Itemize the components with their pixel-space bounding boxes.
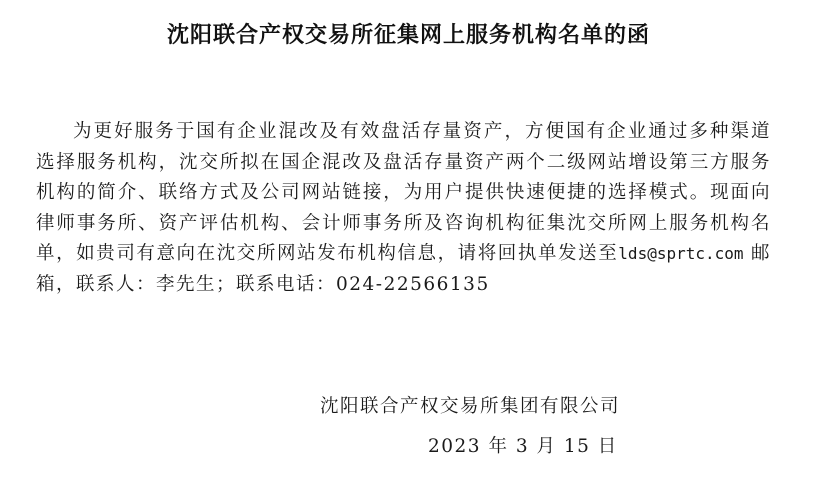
- paragraph-main-text: 为更好服务于国有企业混改及有效盘活存量资产，方便国有企业通过多种渠道选择服务机构，沈交所拟在国企混改及盘活存量资产两个二级网站增设第三方服务机构的简介、联络方式及公司网站链接，为用户提供快速便捷的选择模式。现面向律师事务所、资产评估机构、会计师事务所及咨询机构征集沈交所网上服务机构名单，如贵司有意向在沈交所网站发布机构信息，请将回执单发送至: [36, 121, 771, 264]
- document-title: 沈阳联合产权交易所征集网上服务机构名单的函: [166, 23, 650, 48]
- contact-email: lds@sprtc.com: [618, 244, 744, 263]
- signature-date: 2023 年 3 月 15 日: [428, 436, 618, 457]
- signature-organization: 沈阳联合产权交易所集团有限公司: [320, 396, 621, 417]
- body-paragraph: [36, 117, 771, 300]
- paragraph-contact-text: 邮箱，联系人：李先生；联系电话：024-22566135: [36, 243, 771, 295]
